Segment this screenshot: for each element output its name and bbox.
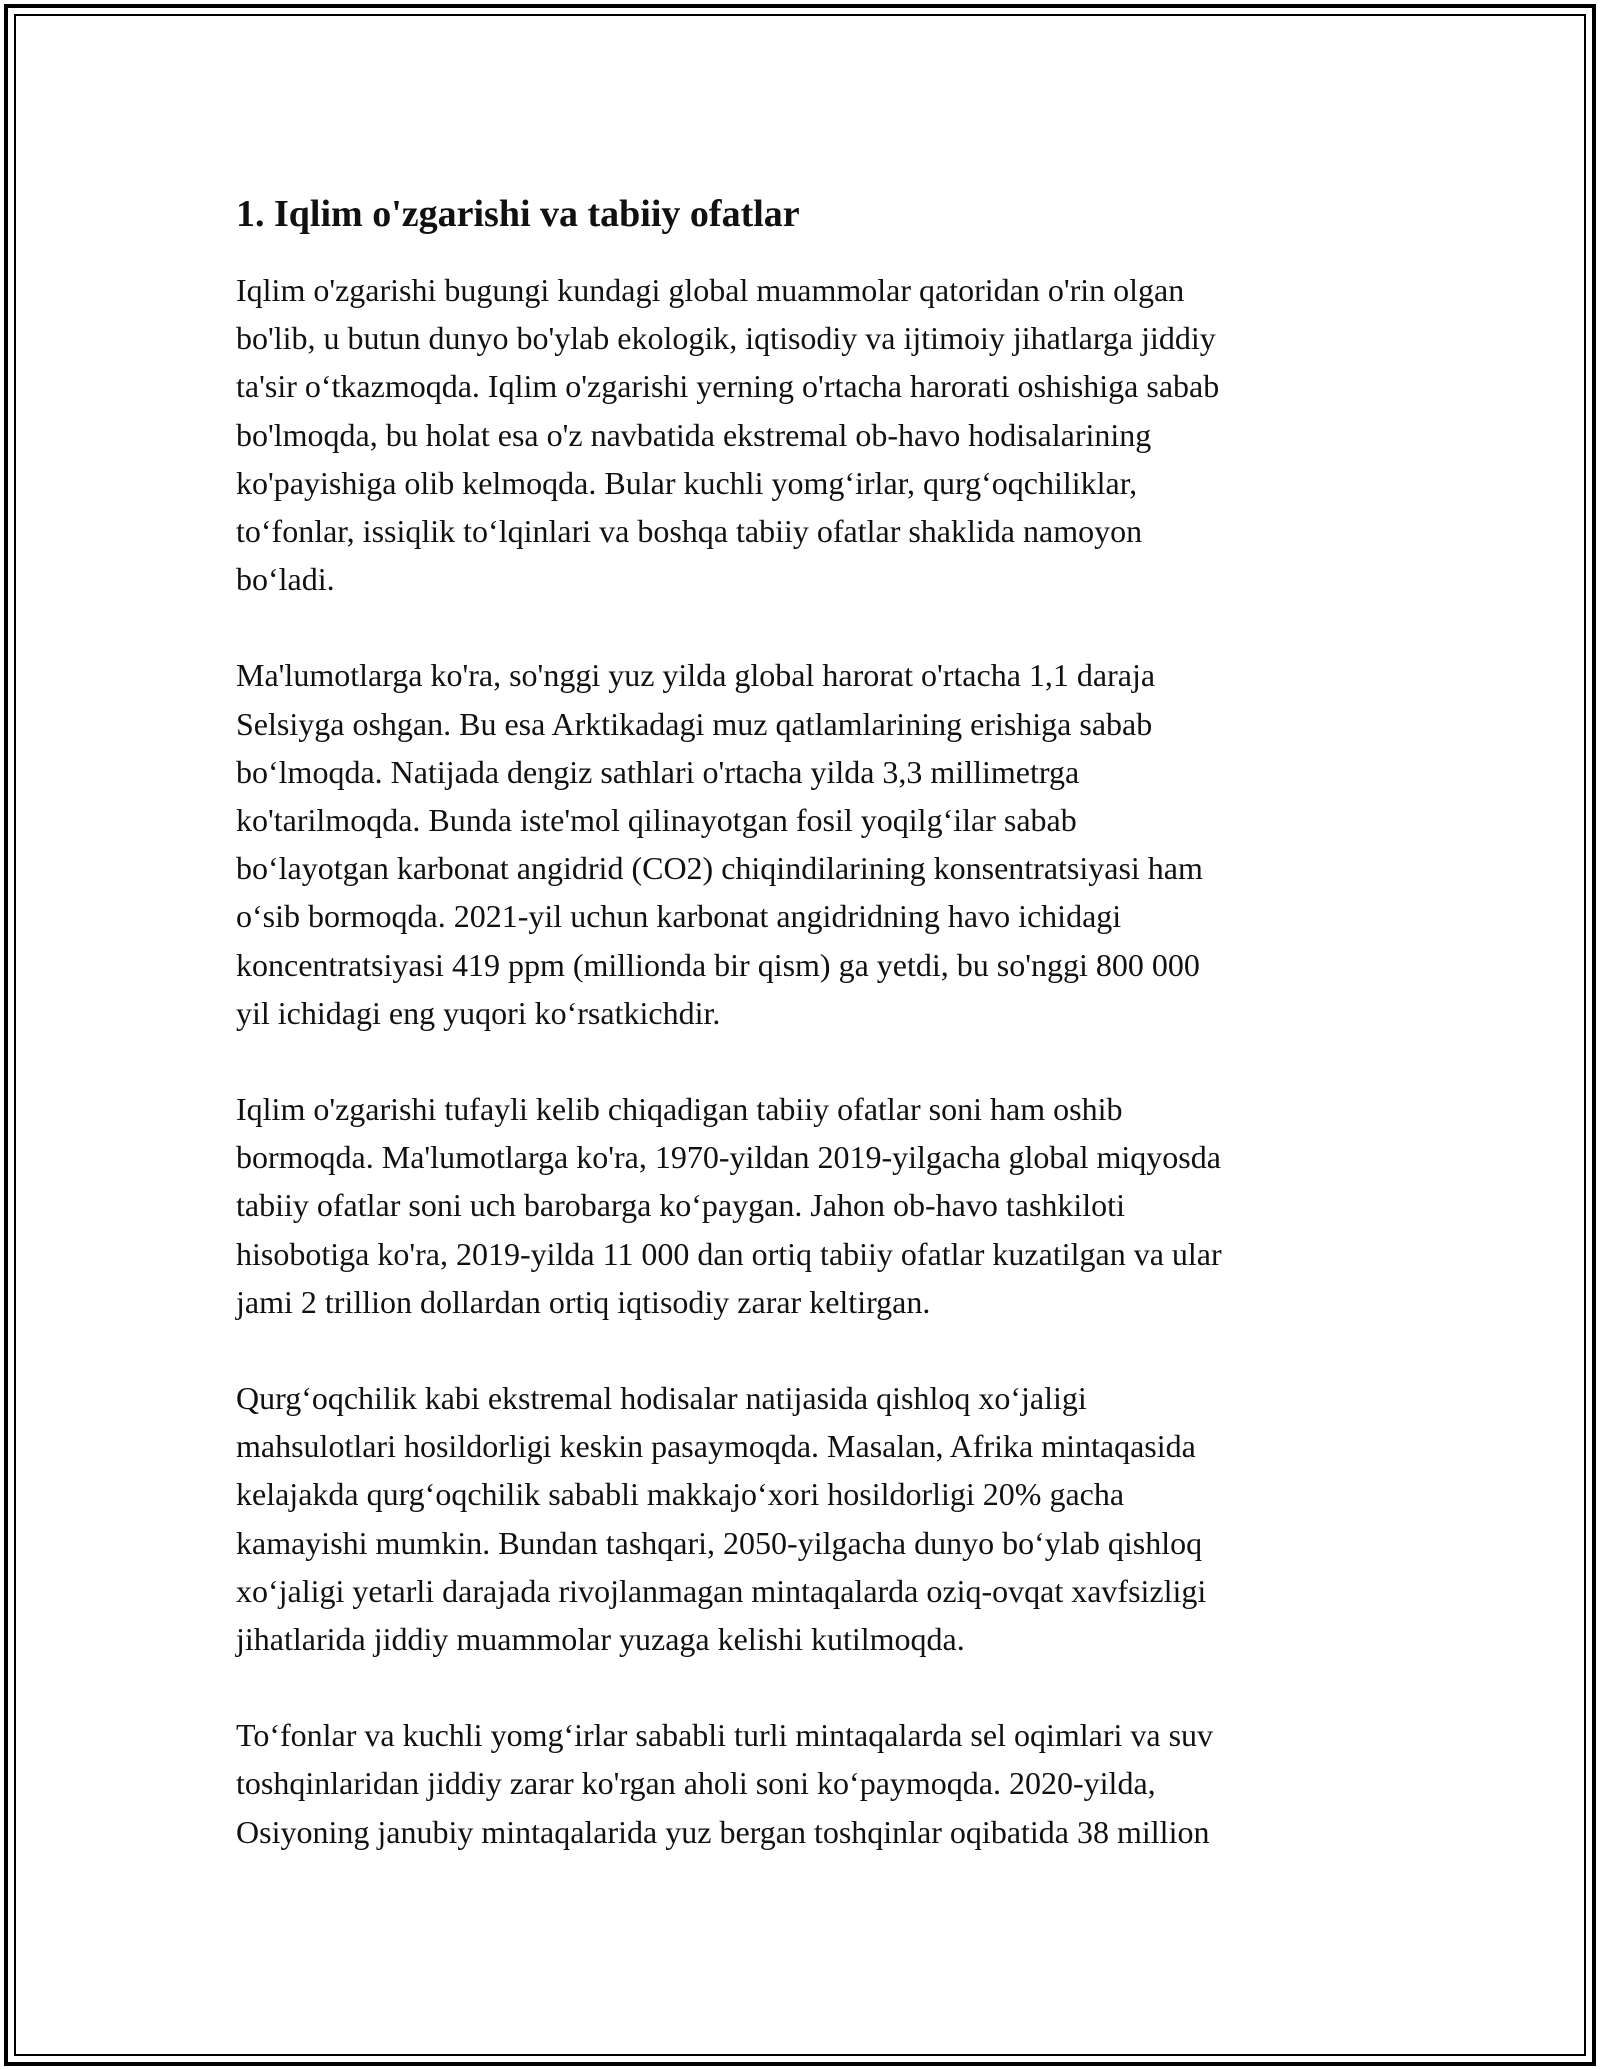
text-line: koncentratsiyasi 419 ppm (millionda bir qism) ga yetdi, bu so'nggi 800 000 <box>236 946 1200 983</box>
text-line: toshqinlaridan jiddiy zarar ko'rgan aholi soni ko‘paymoqda. 2020-yilda, <box>236 1765 1156 1802</box>
text-line: mahsulotlari hosildorligi keskin pasaymoqda. Masalan, Afrika mintaqasida <box>236 1428 1196 1465</box>
text-line: bo‘ladi. <box>236 561 335 598</box>
paragraph-2 <box>236 651 1386 1037</box>
text-line: yil ichidagi eng yuqori ko‘rsatkichdir. <box>236 994 721 1031</box>
text-line: ko'tarilmoqda. Bunda iste'mol qilinayotgan fosil yoqilg‘ilar sabab <box>236 802 1077 839</box>
text-line: Osiyoning janubiy mintaqalarida yuz bergan toshqinlar oqibatida 38 million <box>236 1813 1210 1850</box>
text-line: bo'lmoqda, bu holat esa o'z navbatida ekstremal ob-havo hodisalarining <box>236 416 1152 453</box>
section-heading: 1. Iqlim o'zgarishi va tabiiy ofatlar <box>236 193 800 235</box>
text-line: ko'payishiga olib kelmoqda. Bular kuchli yomg‘irlar, qurg‘oqchiliklar, <box>236 464 1138 501</box>
text-line: bormoqda. Ma'lumotlarga ko'ra, 1970-yildan 2019-yilgacha global miqyosda <box>236 1139 1221 1176</box>
text-line: Iqlim o'zgarishi tufayli kelib chiqadigan tabiiy ofatlar soni ham oshib <box>236 1091 1123 1128</box>
text-line: hisobotiga ko'ra, 2019-yilda 11 000 dan ortiq tabiiy ofatlar kuzatilgan va ular <box>236 1235 1222 1272</box>
text-line: bo‘layotgan karbonat angidrid (CO2) chiqindilarining konsentratsiyasi ham <box>236 850 1203 887</box>
paragraph-1 <box>236 266 1386 603</box>
text-line: Iqlim o'zgarishi bugungi kundagi global muammolar qatoridan o'rin olgan <box>236 272 1185 308</box>
text-line: jami 2 trillion dollardan ortiq iqtisodiy zarar keltirgan. <box>236 1283 931 1320</box>
text-line: o‘sib bormoqda. 2021-yil uchun karbonat angidridning havo ichidagi <box>236 898 1122 935</box>
text-line: tabiiy ofatlar soni uch barobarga ko‘paygan. Jahon ob-havo tashkiloti <box>236 1187 1125 1224</box>
text-line: Ma'lumotlarga ko'ra, so'nggi yuz yilda global harorat o'rtacha 1,1 daraja <box>236 657 1156 694</box>
text-line: Qurg‘oqchilik kabi ekstremal hodisalar natijasida qishloq xo‘jaligi <box>236 1380 1087 1417</box>
text-line: jihatlarida jiddiy muammolar yuzaga kelishi kutilmoqda. <box>236 1621 965 1658</box>
text-line: xo‘jaligi yetarli darajada rivojlanmagan mintaqalarda oziq-ovqat xavfsizligi <box>236 1572 1207 1609</box>
text-line: kelajakda qurg‘oqchilik sababli makkajo‘xori hosildorligi 20% gacha <box>236 1476 1125 1513</box>
text-line: bo‘lmoqda. Natijada dengiz sathlari o'rtacha yilda 3,3 millimetrga <box>236 753 1080 790</box>
text-line: Selsiyga oshgan. Bu esa Arktikadagi muz qatlamlarining erishiga sabab <box>236 705 1153 742</box>
document-body <box>236 186 1386 1904</box>
text-line: bo'lib, u butun dunyo bo'ylab ekologik, iqtisodiy va ijtimoiy jihatlarga jiddiy <box>236 320 1216 357</box>
paragraph-3 <box>236 1085 1386 1326</box>
text-line: ta'sir o‘tkazmoqda. Iqlim o'zgarishi yerning o'rtacha harorati oshishiga sabab <box>236 368 1220 405</box>
text-line: To‘fonlar va kuchli yomg‘irlar sababli turli mintaqalarda sel oqimlari va suv <box>236 1717 1214 1754</box>
text-line: to‘fonlar, issiqlik to‘lqinlari va boshqa tabiiy ofatlar shaklida namoyon <box>236 513 1143 550</box>
text-line: kamayishi mumkin. Bundan tashqari, 2050-yilgacha dunyo bo‘ylab qishloq <box>236 1524 1203 1561</box>
paragraph-4 <box>236 1374 1386 1663</box>
paragraph-5 <box>236 1711 1386 1856</box>
